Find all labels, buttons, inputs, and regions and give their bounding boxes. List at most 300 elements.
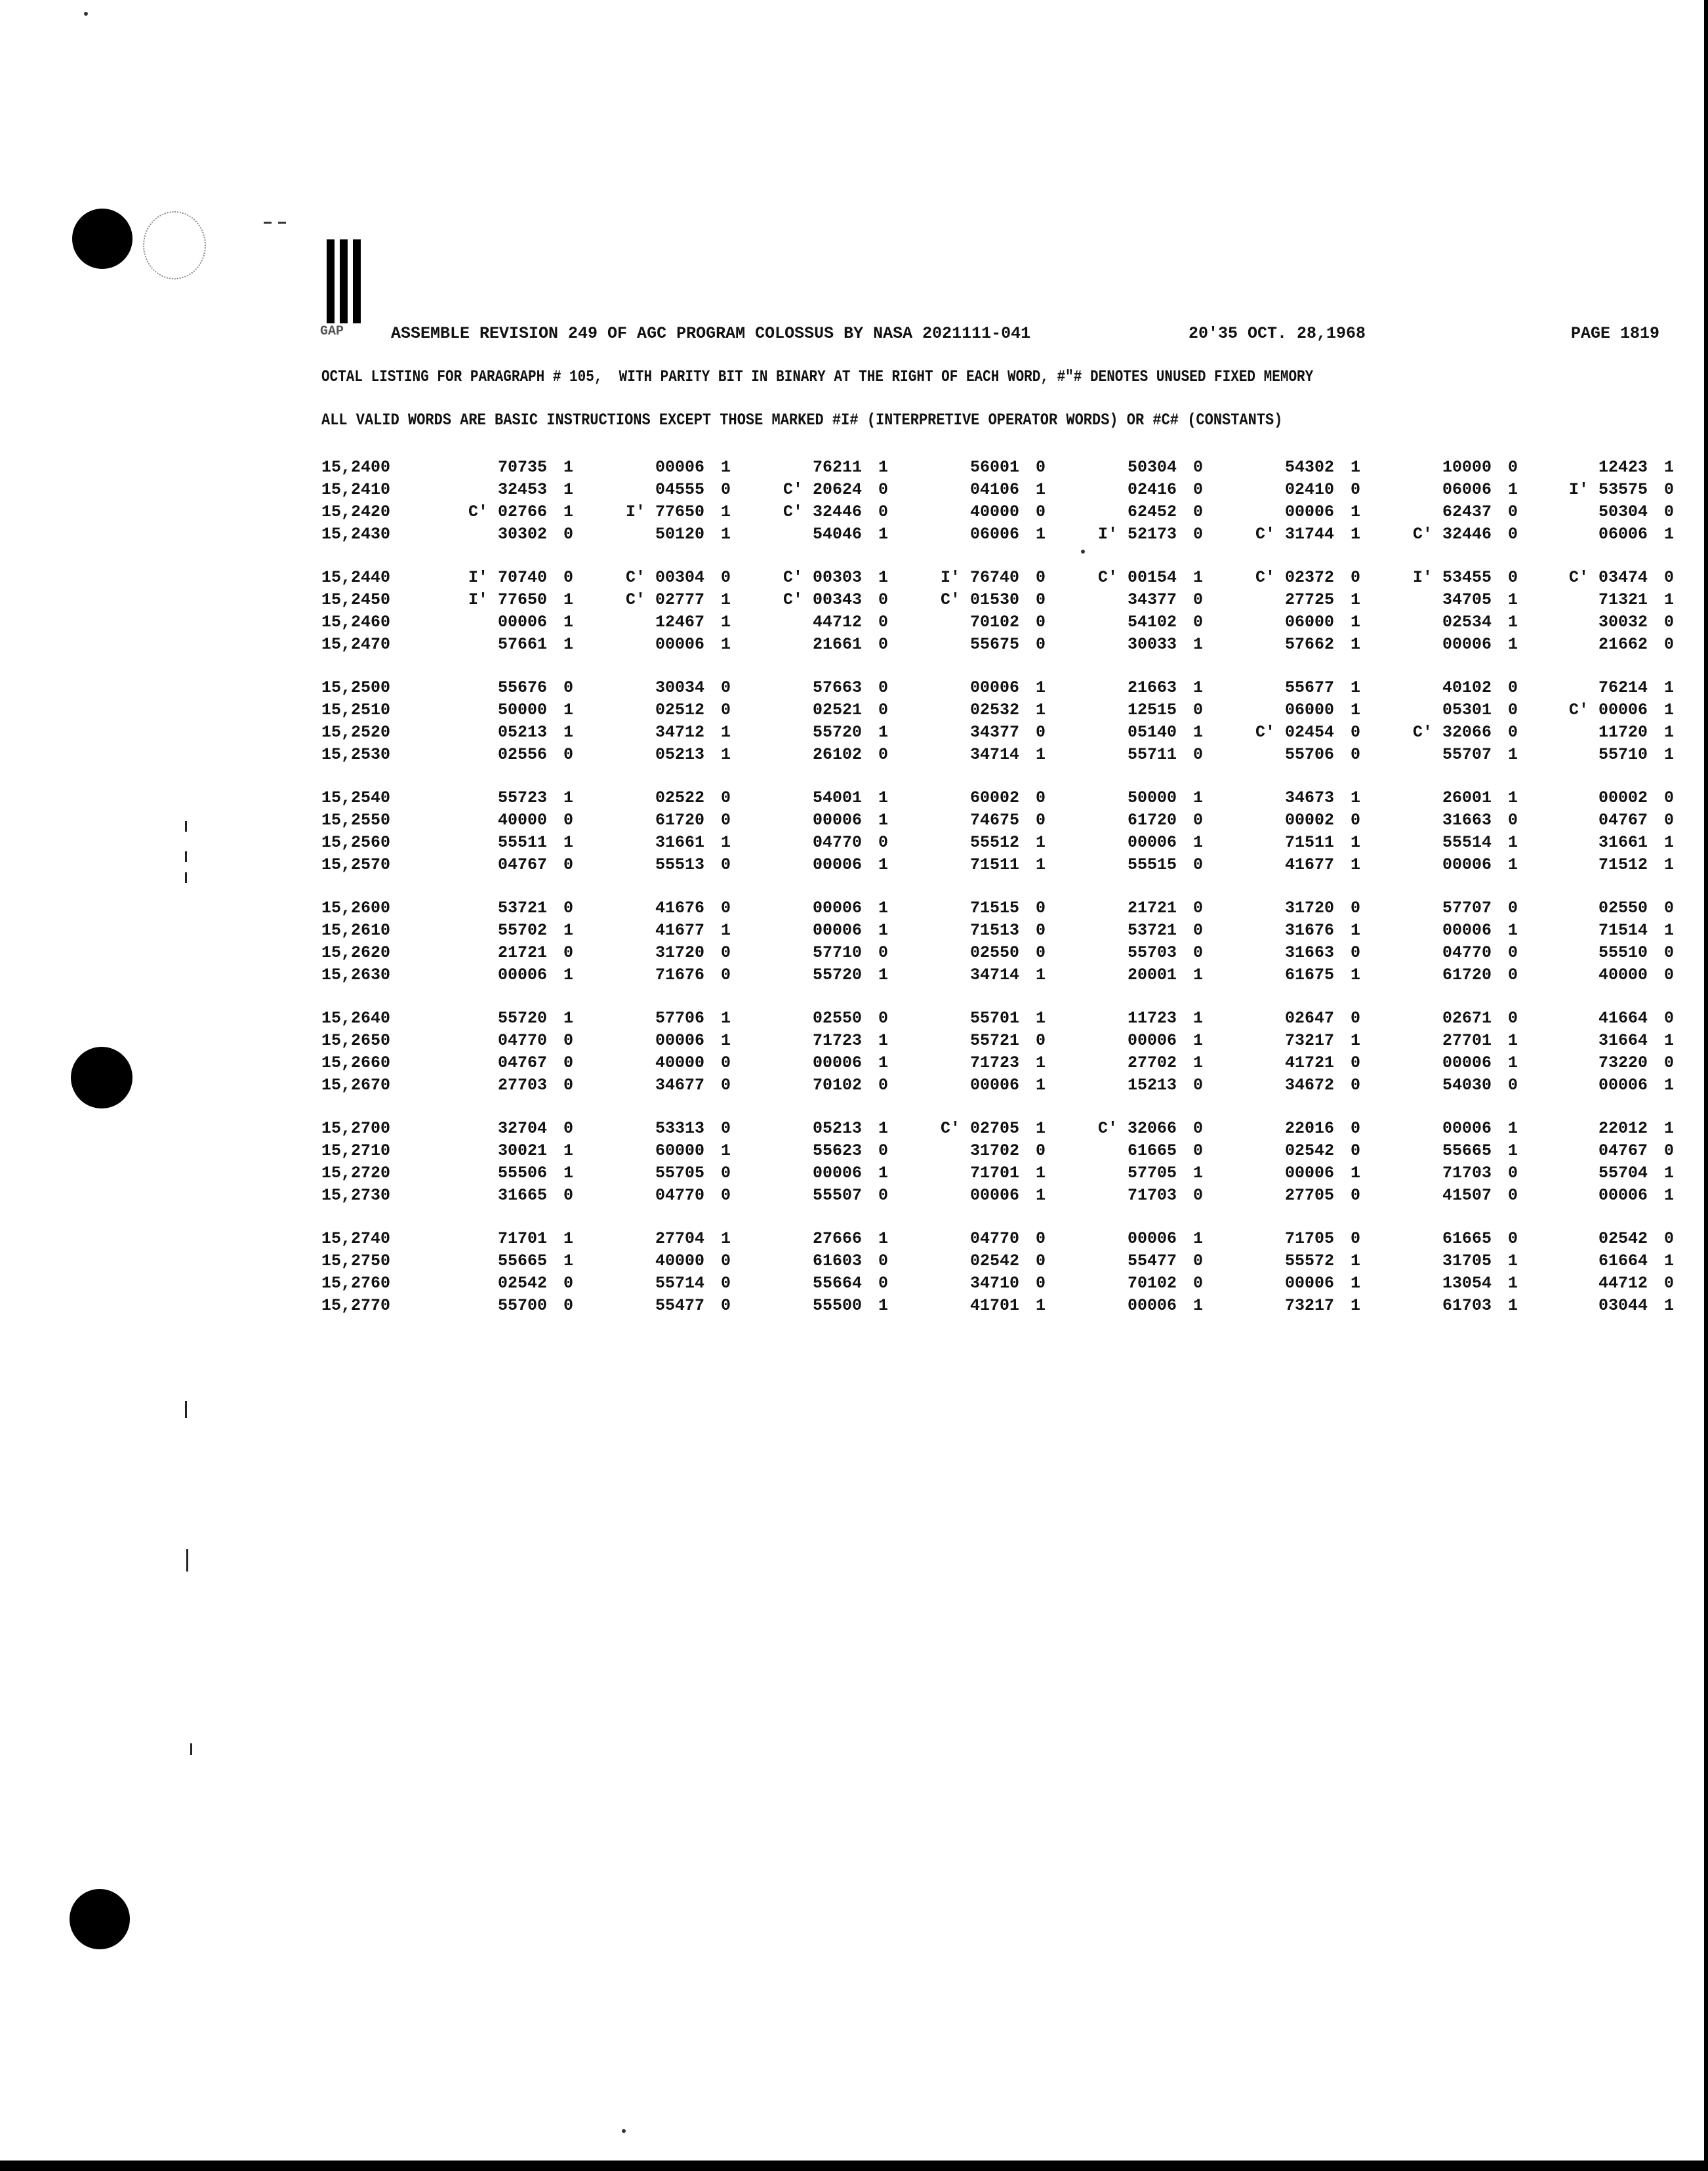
octal-value: 12423 bbox=[1598, 458, 1648, 477]
parity-bit: 0 bbox=[720, 1296, 731, 1315]
octal-value: 11720 bbox=[1598, 723, 1648, 742]
parity-bit: 0 bbox=[878, 590, 888, 609]
octal-value: 54001 bbox=[812, 788, 862, 807]
parity-bit: 1 bbox=[1035, 1164, 1046, 1183]
word-type-marker: I' bbox=[1568, 480, 1589, 499]
parity-bit: 0 bbox=[878, 480, 888, 499]
octal-value: 00006 bbox=[497, 965, 547, 984]
parity-bit: 0 bbox=[878, 943, 888, 962]
octal-value: 11723 bbox=[1127, 1009, 1177, 1028]
parity-bit: 1 bbox=[1350, 525, 1360, 544]
parity-bit: 0 bbox=[1035, 788, 1046, 807]
octal-value: 30032 bbox=[1598, 613, 1648, 632]
parity-bit: 0 bbox=[1507, 1076, 1518, 1095]
octal-value: 71511 bbox=[1284, 833, 1334, 852]
parity-bit: 1 bbox=[720, 1031, 731, 1050]
parity-bit: 0 bbox=[1192, 811, 1203, 830]
parity-bit: 1 bbox=[1507, 855, 1518, 874]
octal-value: 05213 bbox=[655, 745, 704, 764]
octal-value: 00006 bbox=[1284, 502, 1334, 521]
parity-bit: 1 bbox=[878, 525, 888, 544]
listing-row bbox=[321, 635, 1679, 657]
memory-address: 15,2610 bbox=[321, 921, 391, 940]
word-type-marker: C' bbox=[940, 590, 960, 609]
octal-value: 00006 bbox=[1442, 855, 1492, 874]
parity-bit: 0 bbox=[1350, 1119, 1360, 1138]
octal-value: 55512 bbox=[969, 833, 1019, 852]
parity-bit: 0 bbox=[1507, 1009, 1518, 1028]
word-type-marker: C' bbox=[468, 502, 488, 521]
parity-bit: 1 bbox=[1663, 921, 1674, 940]
memory-address: 15,2630 bbox=[321, 965, 391, 984]
stray-mark bbox=[84, 12, 88, 16]
listing-row bbox=[321, 590, 1679, 613]
word-type-marker: C' bbox=[1412, 525, 1433, 544]
parity-bit: 1 bbox=[1663, 1164, 1674, 1183]
parity-bit: 1 bbox=[1350, 855, 1360, 874]
parity-bit: 1 bbox=[1507, 833, 1518, 852]
parity-bit: 0 bbox=[563, 1119, 573, 1138]
parity-bit: 1 bbox=[1350, 700, 1360, 720]
octal-value: 00006 bbox=[1442, 1119, 1492, 1138]
parity-bit: 1 bbox=[720, 1009, 731, 1028]
parity-bit: 0 bbox=[878, 745, 888, 764]
octal-value: 55703 bbox=[1127, 943, 1177, 962]
listing-group bbox=[321, 568, 1679, 657]
octal-value: 21661 bbox=[812, 635, 862, 654]
parity-bit: 1 bbox=[1663, 833, 1674, 852]
octal-value: 00006 bbox=[1127, 1031, 1177, 1050]
octal-value: 50120 bbox=[655, 525, 704, 544]
parity-bit: 0 bbox=[563, 745, 573, 764]
parity-bit: 1 bbox=[563, 590, 573, 609]
parity-bit: 1 bbox=[720, 458, 731, 477]
octal-value: 02671 bbox=[1442, 1009, 1492, 1028]
parity-bit: 1 bbox=[1192, 678, 1203, 697]
octal-value: 27703 bbox=[497, 1076, 547, 1095]
octal-value: 60000 bbox=[655, 1141, 704, 1160]
octal-value: 02416 bbox=[1127, 480, 1177, 499]
parity-bit: 1 bbox=[1192, 568, 1203, 587]
parity-bit: 1 bbox=[878, 458, 888, 477]
octal-value: 55705 bbox=[655, 1164, 704, 1183]
octal-value: 77650 bbox=[655, 502, 704, 521]
parity-bit: 1 bbox=[563, 1009, 573, 1028]
octal-value: 55706 bbox=[1284, 745, 1334, 764]
octal-value: 55510 bbox=[1598, 943, 1648, 962]
stray-mark bbox=[185, 872, 187, 883]
octal-value: 31661 bbox=[655, 833, 704, 852]
octal-value: 55714 bbox=[655, 1274, 704, 1293]
header-timestamp: 20'35 OCT. 28,1968 bbox=[1189, 324, 1366, 343]
octal-value: 71321 bbox=[1598, 590, 1648, 609]
parity-bit: 0 bbox=[1663, 502, 1674, 521]
parity-bit: 1 bbox=[563, 1164, 573, 1183]
octal-value: 40000 bbox=[655, 1251, 704, 1270]
octal-value: 53721 bbox=[497, 899, 547, 918]
octal-value: 61720 bbox=[1127, 811, 1177, 830]
octal-value: 55720 bbox=[497, 1009, 547, 1028]
word-type-marker: C' bbox=[1097, 568, 1118, 587]
header-octal-listing-line: OCTAL LISTING FOR PARAGRAPH # 105, WITH PARITY BIT IN BINARY AT THE RIGHT OF EACH WORD, #"# DENOTES UNUSED FIXED MEMORY bbox=[321, 367, 1314, 386]
octal-value: 34677 bbox=[655, 1076, 704, 1095]
memory-address: 15,2740 bbox=[321, 1229, 391, 1248]
octal-value: 02647 bbox=[1284, 1009, 1334, 1028]
octal-value: 41701 bbox=[969, 1296, 1019, 1315]
parity-bit: 0 bbox=[1350, 568, 1360, 587]
word-type-marker: I' bbox=[468, 590, 488, 609]
parity-bit: 0 bbox=[1350, 745, 1360, 764]
parity-bit: 0 bbox=[1507, 502, 1518, 521]
parity-bit: 1 bbox=[1663, 745, 1674, 764]
octal-value: 62437 bbox=[1442, 502, 1492, 521]
octal-value: 13054 bbox=[1442, 1274, 1492, 1293]
listing-row bbox=[321, 788, 1679, 811]
octal-value: 05213 bbox=[497, 723, 547, 742]
octal-value: 20001 bbox=[1127, 965, 1177, 984]
listing-row bbox=[321, 568, 1679, 590]
octal-value: 50000 bbox=[1127, 788, 1177, 807]
octal-value: 04770 bbox=[655, 1186, 704, 1205]
header-page-number: PAGE 1819 bbox=[1571, 324, 1660, 343]
memory-address: 15,2500 bbox=[321, 678, 391, 697]
parity-bit: 0 bbox=[1507, 723, 1518, 742]
parity-bit: 1 bbox=[1035, 1053, 1046, 1072]
octal-value: 00304 bbox=[655, 568, 704, 587]
listing-row bbox=[321, 1186, 1679, 1208]
octal-value: 61720 bbox=[1442, 965, 1492, 984]
memory-address: 15,2770 bbox=[321, 1296, 391, 1315]
parity-bit: 0 bbox=[1663, 788, 1674, 807]
octal-value: 54030 bbox=[1442, 1076, 1492, 1095]
octal-value: 00006 bbox=[812, 855, 862, 874]
octal-value: 55664 bbox=[812, 1274, 862, 1293]
octal-value: 54046 bbox=[812, 525, 862, 544]
octal-value: 71701 bbox=[497, 1229, 547, 1248]
stray-mark bbox=[185, 821, 187, 832]
octal-value: 61664 bbox=[1598, 1251, 1648, 1270]
octal-value: 02705 bbox=[969, 1119, 1019, 1138]
octal-value: 61703 bbox=[1442, 1296, 1492, 1315]
parity-bit: 0 bbox=[1507, 965, 1518, 984]
octal-value: 02512 bbox=[655, 700, 704, 720]
parity-bit: 0 bbox=[720, 899, 731, 918]
octal-value: 55720 bbox=[812, 965, 862, 984]
octal-value: 00002 bbox=[1284, 811, 1334, 830]
octal-value: 71513 bbox=[969, 921, 1019, 940]
parity-bit: 1 bbox=[720, 525, 731, 544]
octal-value: 32066 bbox=[1442, 723, 1492, 742]
parity-bit: 1 bbox=[878, 899, 888, 918]
listing-row bbox=[321, 1119, 1679, 1141]
octal-value: 03474 bbox=[1598, 568, 1648, 587]
octal-value: 00006 bbox=[1442, 1053, 1492, 1072]
listing-group bbox=[321, 788, 1679, 878]
memory-address: 15,2540 bbox=[321, 788, 391, 807]
parity-bit: 1 bbox=[1507, 1053, 1518, 1072]
octal-listing-table bbox=[321, 458, 1679, 1339]
parity-bit: 1 bbox=[1192, 1164, 1203, 1183]
octal-value: 02777 bbox=[655, 590, 704, 609]
octal-value: 00006 bbox=[812, 899, 862, 918]
parity-bit: 1 bbox=[878, 723, 888, 742]
octal-value: 32066 bbox=[1127, 1119, 1177, 1138]
listing-row bbox=[321, 1229, 1679, 1251]
octal-value: 55477 bbox=[1127, 1251, 1177, 1270]
parity-bit: 0 bbox=[1350, 1009, 1360, 1028]
parity-bit: 1 bbox=[1350, 1296, 1360, 1315]
octal-value: 34672 bbox=[1284, 1076, 1334, 1095]
parity-bit: 0 bbox=[1507, 458, 1518, 477]
listing-row bbox=[321, 1141, 1679, 1164]
parity-bit: 0 bbox=[563, 568, 573, 587]
word-type-marker: C' bbox=[1255, 525, 1275, 544]
octal-value: 55720 bbox=[812, 723, 862, 742]
parity-bit: 1 bbox=[1507, 1119, 1518, 1138]
parity-bit: 0 bbox=[720, 1053, 731, 1072]
parity-bit: 1 bbox=[563, 723, 573, 742]
parity-bit: 1 bbox=[720, 833, 731, 852]
parity-bit: 1 bbox=[1663, 458, 1674, 477]
octal-value: 22016 bbox=[1284, 1119, 1334, 1138]
parity-bit: 0 bbox=[1350, 899, 1360, 918]
octal-value: 27701 bbox=[1442, 1031, 1492, 1050]
parity-bit: 1 bbox=[1192, 833, 1203, 852]
octal-value: 70102 bbox=[1127, 1274, 1177, 1293]
parity-bit: 0 bbox=[1507, 700, 1518, 720]
parity-bit: 1 bbox=[1507, 613, 1518, 632]
parity-bit: 0 bbox=[720, 678, 731, 697]
parity-bit: 1 bbox=[1507, 921, 1518, 940]
listing-group bbox=[321, 1009, 1679, 1098]
octal-value: 56001 bbox=[969, 458, 1019, 477]
octal-value: 55710 bbox=[1598, 745, 1648, 764]
parity-bit: 1 bbox=[1507, 745, 1518, 764]
parity-bit: 0 bbox=[1035, 921, 1046, 940]
octal-value: 34377 bbox=[969, 723, 1019, 742]
octal-value: 31720 bbox=[1284, 899, 1334, 918]
octal-value: 04767 bbox=[497, 855, 547, 874]
parity-bit: 0 bbox=[1035, 635, 1046, 654]
memory-address: 15,2760 bbox=[321, 1274, 391, 1293]
parity-bit: 0 bbox=[1507, 1164, 1518, 1183]
octal-value: 03044 bbox=[1598, 1296, 1648, 1315]
octal-value: 02550 bbox=[969, 943, 1019, 962]
word-type-marker: I' bbox=[940, 568, 960, 587]
octal-value: 31665 bbox=[497, 1186, 547, 1205]
octal-value: 73217 bbox=[1284, 1031, 1334, 1050]
octal-value: 40000 bbox=[655, 1053, 704, 1072]
octal-value: 31705 bbox=[1442, 1251, 1492, 1270]
word-type-marker: C' bbox=[1255, 723, 1275, 742]
memory-address: 15,2550 bbox=[321, 811, 391, 830]
binder-hole-middle bbox=[71, 1047, 132, 1108]
parity-bit: 1 bbox=[1507, 635, 1518, 654]
octal-value: 55500 bbox=[812, 1296, 862, 1315]
parity-bit: 1 bbox=[1507, 590, 1518, 609]
header-title: ASSEMBLE REVISION 249 OF AGC PROGRAM COLOSSUS BY NASA 2021111-041 bbox=[391, 324, 1031, 343]
octal-value: 34377 bbox=[1127, 590, 1177, 609]
parity-bit: 0 bbox=[1663, 965, 1674, 984]
word-type-marker: C' bbox=[940, 1119, 960, 1138]
parity-bit: 0 bbox=[1663, 1141, 1674, 1160]
octal-value: 04555 bbox=[655, 480, 704, 499]
octal-value: 10000 bbox=[1442, 458, 1492, 477]
parity-bit: 0 bbox=[878, 1076, 888, 1095]
parity-bit: 1 bbox=[1192, 635, 1203, 654]
parity-bit: 1 bbox=[1350, 921, 1360, 940]
octal-value: 04767 bbox=[1598, 811, 1648, 830]
parity-bit: 0 bbox=[1350, 480, 1360, 499]
parity-bit: 1 bbox=[1507, 1274, 1518, 1293]
listing-row bbox=[321, 1251, 1679, 1274]
listing-row bbox=[321, 678, 1679, 700]
octal-value: 55572 bbox=[1284, 1251, 1334, 1270]
parity-bit: 1 bbox=[1192, 1031, 1203, 1050]
parity-bit: 0 bbox=[1663, 943, 1674, 962]
octal-value: 06000 bbox=[1284, 700, 1334, 720]
octal-value: 00006 bbox=[969, 1186, 1019, 1205]
octal-value: 61675 bbox=[1284, 965, 1334, 984]
octal-value: 12467 bbox=[655, 613, 704, 632]
octal-value: 70102 bbox=[969, 613, 1019, 632]
parity-bit: 0 bbox=[878, 635, 888, 654]
parity-bit: 1 bbox=[1035, 480, 1046, 499]
octal-value: 00006 bbox=[1442, 635, 1492, 654]
octal-value: 12515 bbox=[1127, 700, 1177, 720]
parity-bit: 0 bbox=[1350, 1229, 1360, 1248]
octal-value: 54302 bbox=[1284, 458, 1334, 477]
octal-value: 02550 bbox=[1598, 899, 1648, 918]
memory-address: 15,2750 bbox=[321, 1251, 391, 1270]
octal-value: 76214 bbox=[1598, 678, 1648, 697]
parity-bit: 0 bbox=[1192, 1186, 1203, 1205]
octal-value: 41677 bbox=[655, 921, 704, 940]
octal-value: 04770 bbox=[812, 833, 862, 852]
parity-bit: 0 bbox=[1350, 1076, 1360, 1095]
octal-value: 55711 bbox=[1127, 745, 1177, 764]
listing-row bbox=[321, 1031, 1679, 1053]
parity-bit: 1 bbox=[1192, 788, 1203, 807]
parity-bit: 0 bbox=[1192, 1274, 1203, 1293]
listing-row bbox=[321, 723, 1679, 745]
listing-row bbox=[321, 1296, 1679, 1318]
octal-value: 31664 bbox=[1598, 1031, 1648, 1050]
octal-value: 57706 bbox=[655, 1009, 704, 1028]
octal-value: 00006 bbox=[812, 921, 862, 940]
octal-value: 02454 bbox=[1284, 723, 1334, 742]
parity-bit: 1 bbox=[1663, 1186, 1674, 1205]
octal-value: 77650 bbox=[497, 590, 547, 609]
parity-bit: 0 bbox=[720, 568, 731, 587]
parity-bit: 1 bbox=[878, 1053, 888, 1072]
parity-bit: 1 bbox=[1663, 525, 1674, 544]
parity-bit: 1 bbox=[1663, 678, 1674, 697]
parity-bit: 0 bbox=[1035, 590, 1046, 609]
parity-bit: 0 bbox=[563, 855, 573, 874]
memory-address: 15,2650 bbox=[321, 1031, 391, 1050]
octal-value: 55507 bbox=[812, 1186, 862, 1205]
parity-bit: 1 bbox=[1663, 1076, 1674, 1095]
stray-mark bbox=[190, 1743, 192, 1755]
parity-bit: 0 bbox=[1350, 811, 1360, 830]
octal-value: 27702 bbox=[1127, 1053, 1177, 1072]
octal-value: 02766 bbox=[497, 502, 547, 521]
listing-group bbox=[321, 899, 1679, 988]
octal-value: 44712 bbox=[1598, 1274, 1648, 1293]
listing-row bbox=[321, 811, 1679, 833]
parity-bit: 1 bbox=[1192, 965, 1203, 984]
octal-value: 55513 bbox=[655, 855, 704, 874]
parity-bit: 1 bbox=[563, 833, 573, 852]
octal-value: 26001 bbox=[1442, 788, 1492, 807]
octal-value: 60002 bbox=[969, 788, 1019, 807]
parity-bit: 1 bbox=[878, 1296, 888, 1315]
parity-bit: 1 bbox=[563, 613, 573, 632]
octal-value: 31676 bbox=[1284, 921, 1334, 940]
octal-value: 02556 bbox=[497, 745, 547, 764]
parity-bit: 1 bbox=[1507, 1141, 1518, 1160]
parity-bit: 0 bbox=[1192, 480, 1203, 499]
parity-bit: 0 bbox=[1350, 943, 1360, 962]
parity-bit: 0 bbox=[1350, 1141, 1360, 1160]
octal-value: 71511 bbox=[969, 855, 1019, 874]
parity-bit: 1 bbox=[1350, 1274, 1360, 1293]
parity-bit: 1 bbox=[1663, 590, 1674, 609]
octal-value: 00154 bbox=[1127, 568, 1177, 587]
octal-value: 40000 bbox=[1598, 965, 1648, 984]
octal-value: 55704 bbox=[1598, 1164, 1648, 1183]
listing-group bbox=[321, 678, 1679, 767]
parity-bit: 1 bbox=[1350, 678, 1360, 697]
listing-row bbox=[321, 1274, 1679, 1296]
octal-value: 32453 bbox=[497, 480, 547, 499]
octal-value: 30034 bbox=[655, 678, 704, 697]
parity-bit: 0 bbox=[1507, 943, 1518, 962]
octal-value: 57705 bbox=[1127, 1164, 1177, 1183]
octal-value: 06006 bbox=[1598, 525, 1648, 544]
word-type-marker: C' bbox=[1255, 568, 1275, 587]
octal-value: 71703 bbox=[1127, 1186, 1177, 1205]
parity-bit: 0 bbox=[720, 1076, 731, 1095]
listing-row bbox=[321, 899, 1679, 921]
octal-value: 50000 bbox=[497, 700, 547, 720]
octal-value: 31720 bbox=[655, 943, 704, 962]
octal-value: 34710 bbox=[969, 1274, 1019, 1293]
parity-bit: 1 bbox=[720, 921, 731, 940]
octal-value: 05301 bbox=[1442, 700, 1492, 720]
octal-value: 00006 bbox=[969, 1076, 1019, 1095]
parity-bit: 0 bbox=[1035, 723, 1046, 742]
octal-value: 30302 bbox=[497, 525, 547, 544]
stray-mark bbox=[264, 222, 272, 224]
parity-bit: 0 bbox=[1192, 1251, 1203, 1270]
parity-bit: 1 bbox=[1663, 1251, 1674, 1270]
octal-value: 00006 bbox=[655, 458, 704, 477]
parity-bit: 0 bbox=[1192, 590, 1203, 609]
octal-value: 74675 bbox=[969, 811, 1019, 830]
binder-hole-top bbox=[72, 209, 132, 269]
parity-bit: 1 bbox=[1663, 1119, 1674, 1138]
parity-bit: 0 bbox=[878, 833, 888, 852]
octal-value: 55665 bbox=[1442, 1141, 1492, 1160]
octal-value: 55506 bbox=[497, 1164, 547, 1183]
octal-value: 34712 bbox=[655, 723, 704, 742]
parity-bit: 0 bbox=[1035, 1141, 1046, 1160]
listing-row bbox=[321, 1076, 1679, 1098]
parity-bit: 0 bbox=[878, 1141, 888, 1160]
octal-value: 21721 bbox=[497, 943, 547, 962]
